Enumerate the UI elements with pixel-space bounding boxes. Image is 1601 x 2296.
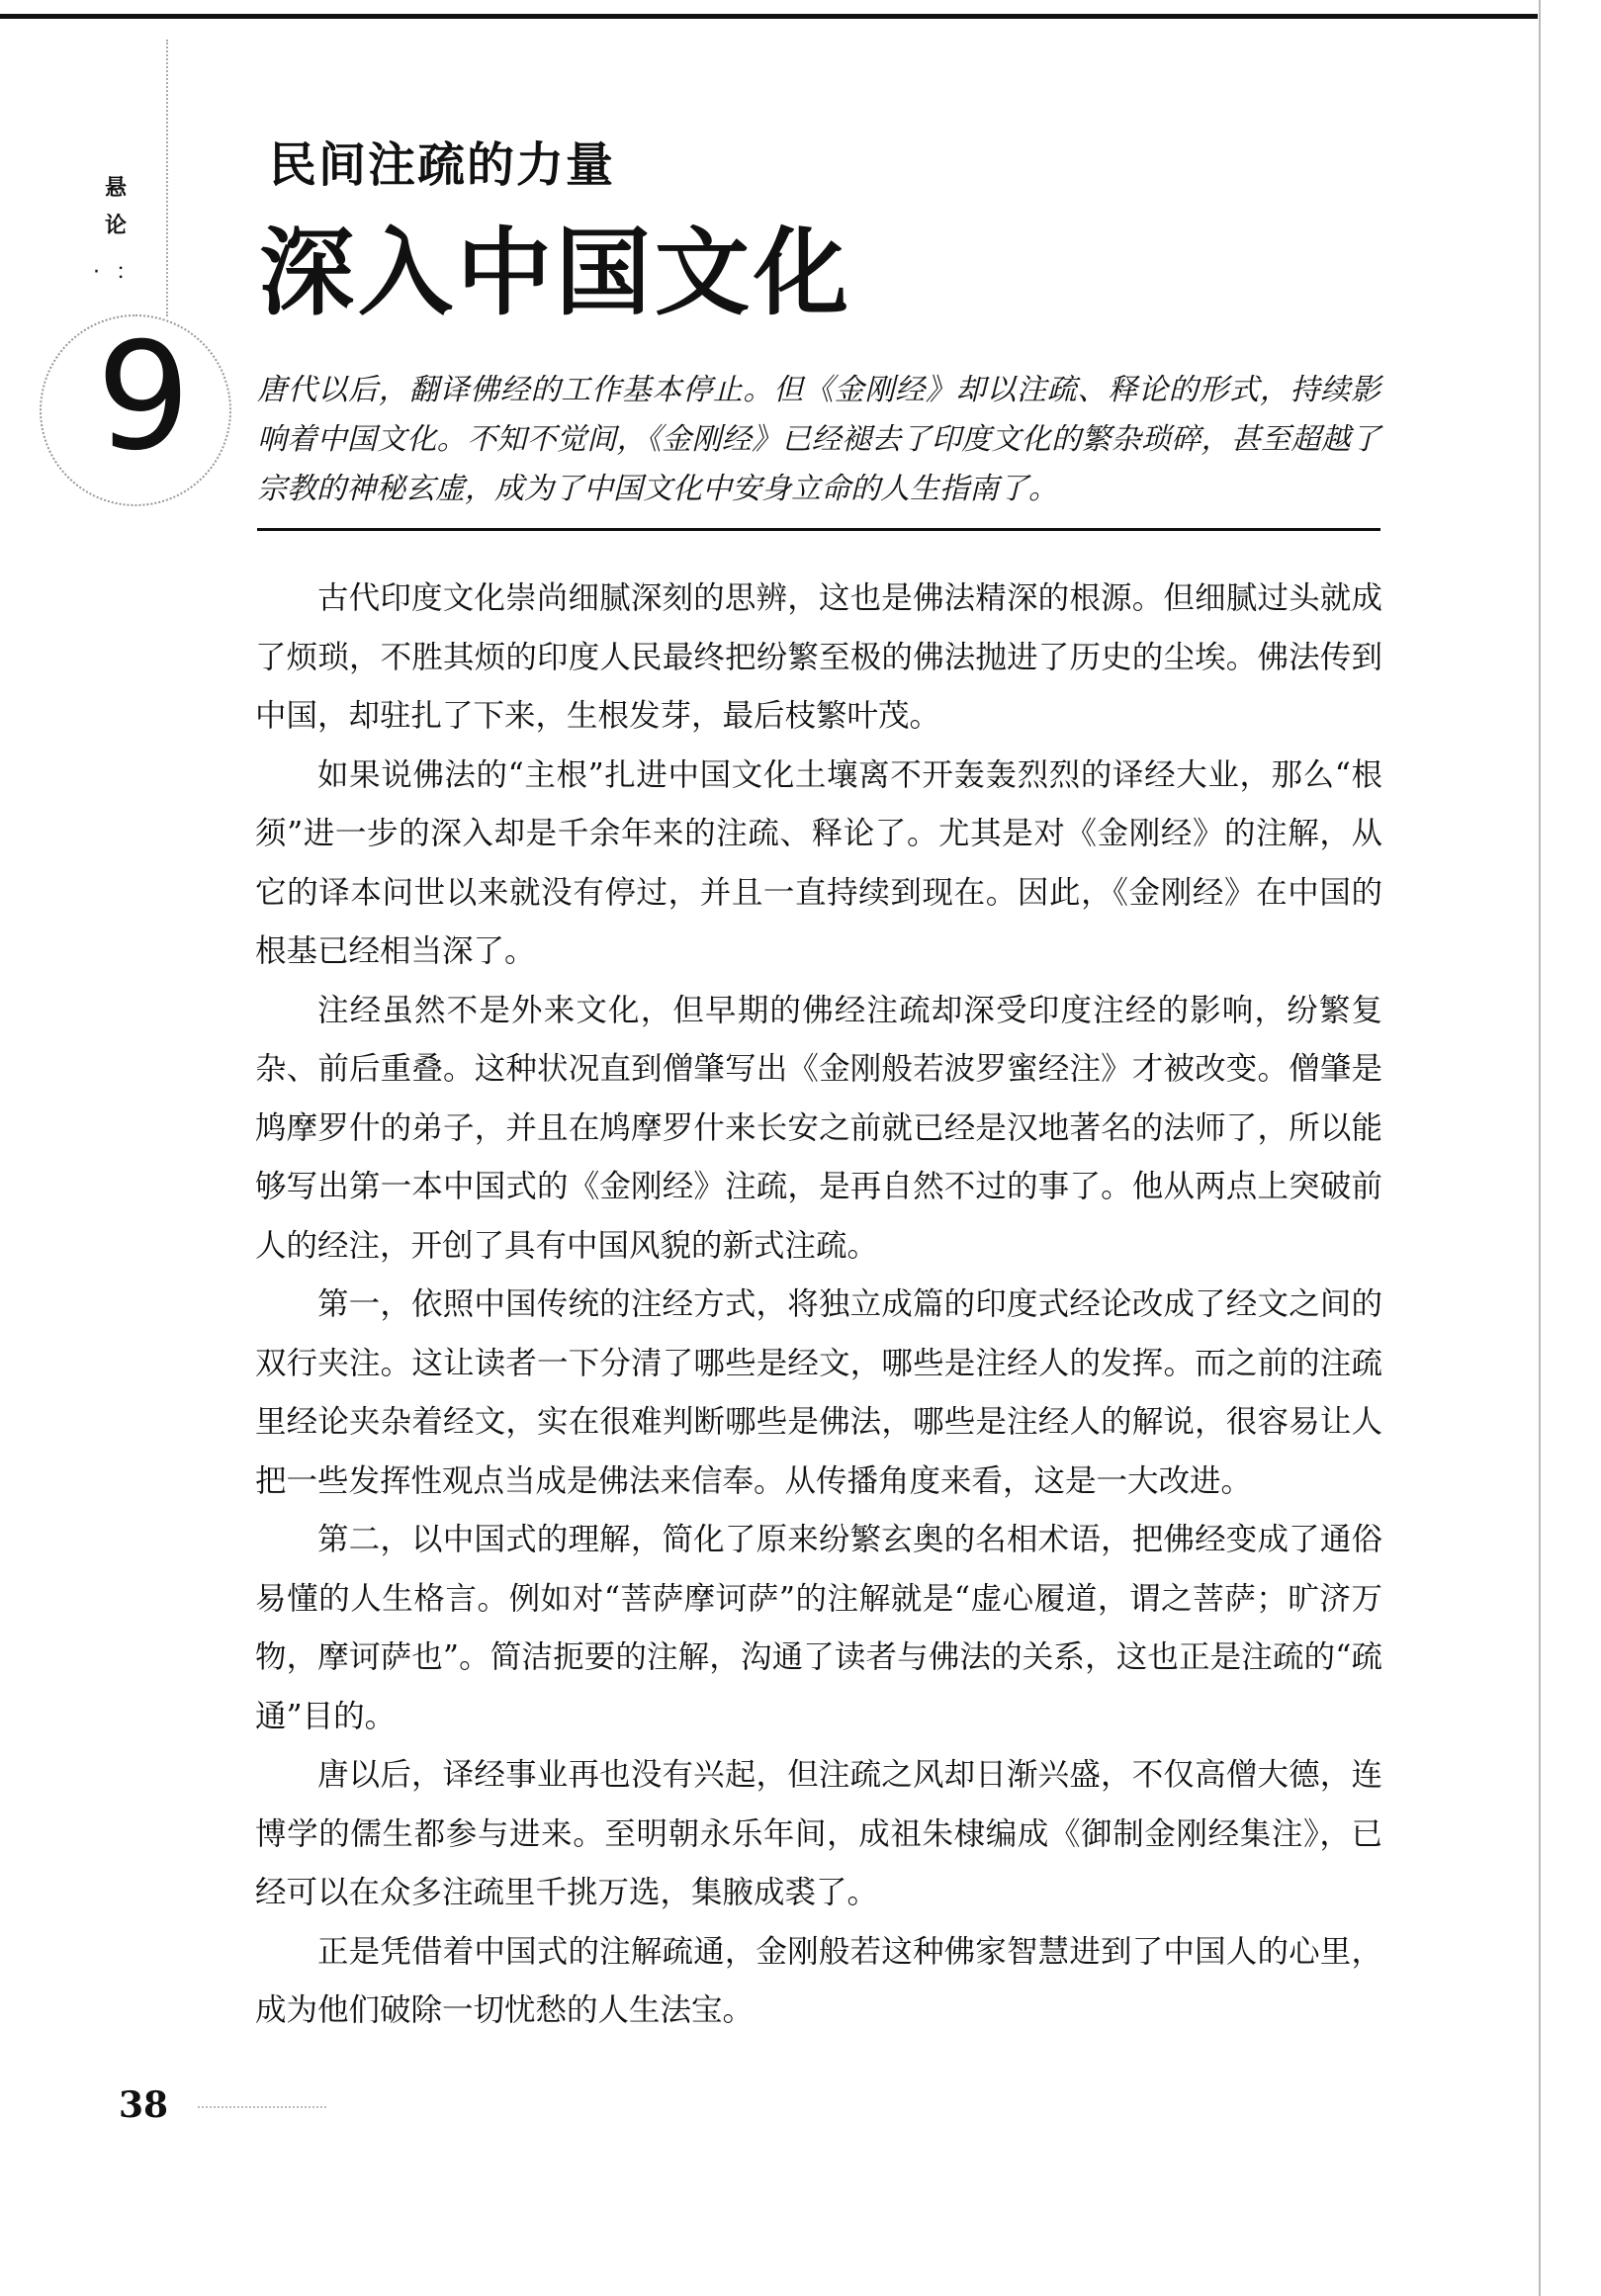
body-text [255,570,1382,2041]
top-rule [0,14,1538,19]
chapter-number: 9 [96,311,191,484]
paragraph: 第一，依照中国传统的注经方式，将独立成篇的印度式经论改成了经文之间的双行夹注。这让读者一下分清了哪些是经文，哪些是注经人的发挥。而之前的注疏里经论夹杂着经文，实在很难判断哪些是佛法，哪些是注经人的解说，很容易让人把一些发挥性观点当成是佛法来信奉。从传播角度来看，这是一大改进。 [255,1286,1382,1499]
intro-divider [257,528,1380,531]
paragraph: 正是凭借着中国式的注解疏通，金刚般若这种佛家智慧进到了中国人的心里，成为他们破除一切忧愁的人生法宝。 [255,1933,1382,2028]
footer-divider [198,2106,326,2108]
page-edge [1539,0,1541,2296]
sidebar-label-1: 悬 [104,176,127,201]
sidebar-divider [166,40,168,316]
section-subtitle: 民间注疏的力量 [269,137,616,193]
paragraph: 古代印度文化崇尚细腻深刻的思辨，这也是佛法精深的根源。但细腻过头就成了烦琐，不胜其烦的印度人民最终把纷繁至极的佛法抛进了历史的尘埃。佛法传到中国，却驻扎了下来，生根发芽，最后枝繁叶茂。 [255,580,1382,734]
page-number: 38 [119,2084,169,2126]
paragraph: 注经虽然不是外来文化，但早期的佛经注疏却深受印度注经的影响，纷繁复杂、前后重叠。这种状况直到僧肇写出《金刚般若波罗蜜经注》才被改变。僧肇是鸠摩罗什的弟子，并且在鸠摩罗什来长安之前就已经是汉地著名的法师了，所以能够写出第一本中国式的《金刚经》注疏，是再自然不过的事了。他从两点上突破前人的经注，开创了具有中国风貌的新式注疏。 [255,992,1382,1264]
paragraph: 如果说佛法的“主根”扎进中国文化土壤离不开轰轰烈烈的译经大业，那么“根须”进一步的深入却是千余年来的注疏、释论了。尤其是对《金刚经》的注解，从它的译本问世以来就没有停过，并且一直持续到现在。因此，《金刚经》在中国的根基已经相当深了。 [255,756,1382,969]
sidebar-label-2: 论 [104,214,127,238]
paragraph: 唐以后，译经事业再也没有兴起，但注疏之风却日渐兴盛，不仅高僧大德，连博学的儒生都参与进来。至明朝永乐年间，成祖朱棣编成《御制金刚经集注》，已经可以在众多注疏里千挑万选，集腋成裘了。 [255,1757,1382,1910]
intro-summary: 唐代以后，翻译佛经的工作基本停止。但《金刚经》却以注疏、释论的形式，持续影响着中国文化。不知不觉间，《金刚经》已经褪去了印度文化的繁杂琐碎，甚至超越了宗教的神秘玄虚，成为了中国文化中安身立命的人生指南了。 [257,373,1380,506]
section-title: 深入中国文化 [259,218,852,328]
paragraph: 第二，以中国式的理解，简化了原来纷繁玄奥的名相术语，把佛经变成了通俗易懂的人生格言。例如对“菩萨摩诃萨”的注解就是“虚心履道，谓之菩萨；旷济万物，摩诃萨也”。简洁扼要的注解，沟通了读者与佛法的关系，这也正是注疏的“疏通”目的。 [255,1522,1382,1734]
sidebar-label [101,170,131,245]
sidebar-dots: ·： [93,260,153,285]
